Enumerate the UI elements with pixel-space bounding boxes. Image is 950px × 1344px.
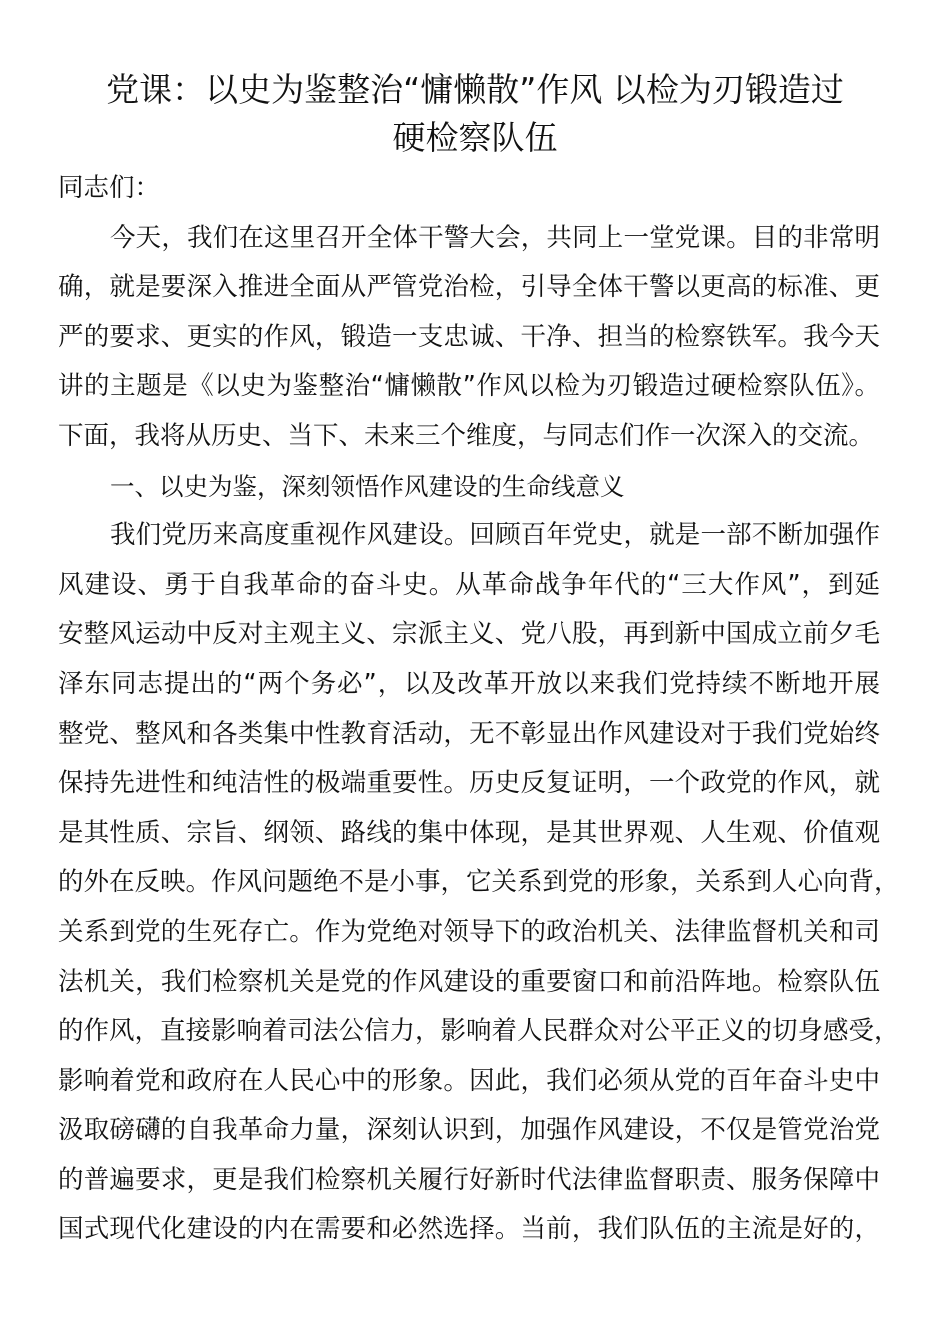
paragraph-2-line: 泽东同志提出的“两个务必”，以及改革开放以来我们党持续不断地开展 [58,668,880,699]
paragraph-2-line: 影响着党和政府在人民心中的形象。因此，我们必须从党的百年奋斗史中 [58,1065,880,1096]
paragraph-2-line: 的普遍要求，更是我们检察机关履行好新时代法律监督职责、服务保障中 [58,1164,880,1195]
paragraph-1-line: 严的要求、更实的作风，锻造一支忠诚、干净、担当的检察铁军。我今天 [58,321,880,352]
document-body [58,164,900,1255]
paragraph-2-line: 的外在反映。作风问题绝不是小事，它关系到党的形象，关系到人心向背， [58,867,900,898]
document-title-line-1: 党课：以史为鉴整治“慵懒散”作风 以检为刃锻造过 [106,70,844,109]
paragraph-2-line: 法机关，我们检察机关是党的作风建设的重要窗口和前沿阵地。检察队伍 [58,966,880,997]
paragraph-2-line: 安整风运动中反对主观主义、宗派主义、党八股，再到新中国成立前夕毛 [58,619,880,650]
document-title-line-2: 硬检察队伍 [392,118,558,157]
greeting: 同志们： [58,173,161,203]
paragraph-2-line: 是其性质、宗旨、纲领、路线的集中体现，是其世界观、人生观、价值观 [58,817,880,848]
paragraph-2-line: 关系到党的生死存亡。作为党绝对领导下的政治机关、法律监督机关和司 [58,916,880,947]
paragraph-1-line: 今天，我们在这里召开全体干警大会，共同上一堂党课。目的非常明 [110,222,880,253]
paragraph-1-line: 下面，我将从历史、当下、未来三个维度，与同志们作一次深入的交流。 [58,420,875,451]
paragraph-2-line: 保持先进性和纯洁性的极端重要性。历史反复证明，一个政党的作风，就 [58,768,880,799]
paragraph-2-line: 整党、整风和各类集中性教育活动，无不彰显出作风建设对于我们党始终 [58,718,880,749]
paragraph-2-line: 的作风，直接影响着司法公信力，影响着人民群众对公平正义的切身感受， [58,1016,900,1047]
section-1-heading: 一、以史为鉴，深刻领悟作风建设的生命线意义 [110,471,625,501]
paragraph-2-line: 汲取磅礴的自我革命力量，深刻认识到，加强作风建设，不仅是管党治党 [58,1115,880,1146]
paragraph-2-line: 国式现代化建设的内在需要和必然选择。当前，我们队伍的主流是好的， [58,1214,880,1245]
paragraph-1-line: 讲的主题是《以史为鉴整治“慵懒散”作风以检为刃锻造过硬检察队伍》。 [58,371,880,402]
paragraph-2-line: 风建设、勇于自我革命的奋斗史。从革命战争年代的“三大作风”，到延 [58,569,880,600]
paragraph-2-line: 我们党历来高度重视作风建设。回顾百年党史，就是一部不断加强作 [110,520,880,551]
paragraph-1-line: 确，就是要深入推进全面从严管党治检，引导全体干警以更高的标准、更 [58,272,880,303]
